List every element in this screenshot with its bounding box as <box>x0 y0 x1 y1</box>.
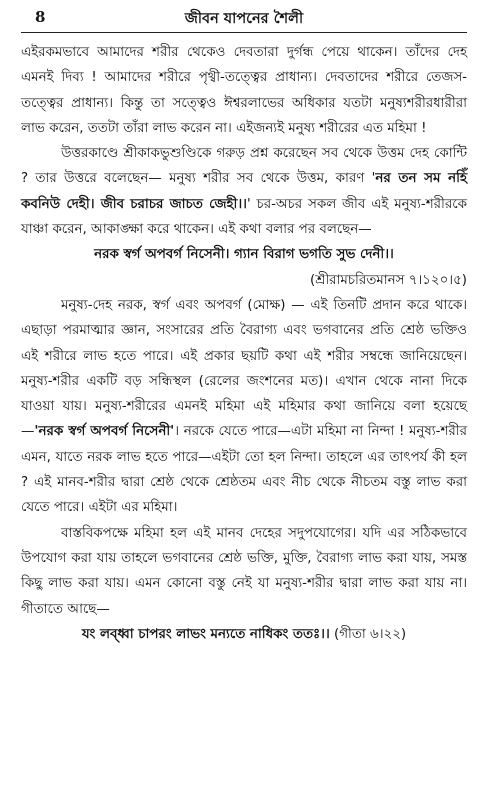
paragraph-2-text-end: ' চর-অচর সকল জীব এই মনুষ্য-শরীরকে যাঞ্চা করেন, আকাঙ্ক্ষা করে থাকেন। এই কথা বলার পর বলছেন— <box>21 196 467 238</box>
gita-citation: (গীতা ৬।২২) <box>329 626 407 642</box>
paragraph-3-text-start: মনুষ্য-দেহ নরক, স্বর্গ এবং অপবর্গ (মোক্ষ) — এই তিনটি প্রদান করে থাকে। এছাড়া পরমাত্মার জ্ঞান, সংসারের প্রতি বৈরাগ্য এবং ভগবানের প্রতি শ্রেষ্ঠ ভক্তিও এই শরীরে লাভ হতে পারে। এই প্রকার ছয়টি কথা এই শরীর সম্বন্ধে জানিয়েছেন। মনুষ্য-শরীর একটি বড় সন্ধিস্থল (রেলের জংশনের মত)। এখান থেকে নানা দিকে যাওয়া যায়। মনুষ্য-শরীরের এমনই মহিমা এই মহিমার কথা জানিয়ে বলা হয়েছে— <box>21 297 467 440</box>
page-number: 8 <box>35 8 46 26</box>
tulsidas-quote: নর তন সম নহিঁ কবনিউ দেহী। জীব চরাচর জাচত জেহী।। <box>21 171 467 212</box>
running-title: জীবন যাপনের শৈলী <box>184 11 304 27</box>
paragraph-1: এইরকমভাবে আমাদের শরীর থেকেও দেবতারা দুর্গন্ধ পেয়ে থাকেন। তাঁদের দেহ এমনই দিব্য ! আমাদের শরীরে পৃথ্বী-তত্ত্বের প্রাধান্য। দেবতাদের শরীরে তেজস-তত্ত্বের প্রাধান্য। কিন্তু তা সত্ত্বেও ঈশ্বরলাভের অধিকার যতটা মনুষ্যশরীরধারীরা লাভ করেন, ততটা তাঁরা লাভ করেন না। এইজন্যই মনুষ্য শরীরের এত মহিমা ! <box>21 45 467 136</box>
paragraph-2-text-start: উত্তরকাণ্ডে শ্রীকাকভুশুণ্ডিকে গরুড় প্রশ্ন করেছেন সব থেকে উত্তম দেহ কোন্টি ? তার উত্তরে বলেছেন— মনুষ্য শরীর সব থেকে উত্তম, কারণ ' <box>21 146 467 187</box>
inline-verse-quote: 'নরক স্বর্গ অপবর্গ নিসেনী' <box>34 424 175 440</box>
gita-verse-text: যং লব্ধ্বা চাপরং লাভং মন্যতে নাধিকং ততঃ।। <box>81 626 330 642</box>
verse-ramcharitmanas: নরক স্বর্গ অপবর্গ নিসেনী। গ্যান বিরাগ ভগতি সুভ দেনী।। <box>94 247 394 263</box>
paragraph-3-text-end: । নরকে যেতে পারে—এটা মহিমা না নিন্দা ! মনুষ্য-শরীর এমন, যাতে নরক লাভ হতে পারে—এইটা তো হল নিন্দা। তাহলে এর তাৎপর্য কী হল ? এই মানব-শরীর দ্বারা শ্রেষ্ঠ থেকে শ্রেষ্ঠতম এবং নীচ থেকে নীচতম বস্তু লাভ করা যেতে পারে। এইটা এর মহিমা। <box>21 424 467 516</box>
page-body <box>21 40 467 647</box>
paragraph-3 <box>21 293 467 521</box>
verse-gita <box>21 622 467 647</box>
verse-citation: (শ্রীরামচরিতমানস ৭।১২০।৫) <box>309 272 467 288</box>
paragraph-2 <box>21 141 467 242</box>
page-header <box>21 6 467 33</box>
paragraph-4: বাস্তবিকপক্ষে মহিমা হল এই মানব দেহের সদুপযোগের। যদি এর সঠিকভাবে উপযোগ করা যায় তাহলে ভগবানের শ্রেষ্ঠ ভক্তি, মুক্তি, বৈরাগ্য লাভ করা যায়, সমস্ত কিছু লাভ করা যায়। এমন কোনো বস্তু নেই যা মনুষ্য-শরীর দ্বারা লাভ করা যায় না। গীতাতে আছে— <box>21 525 467 617</box>
